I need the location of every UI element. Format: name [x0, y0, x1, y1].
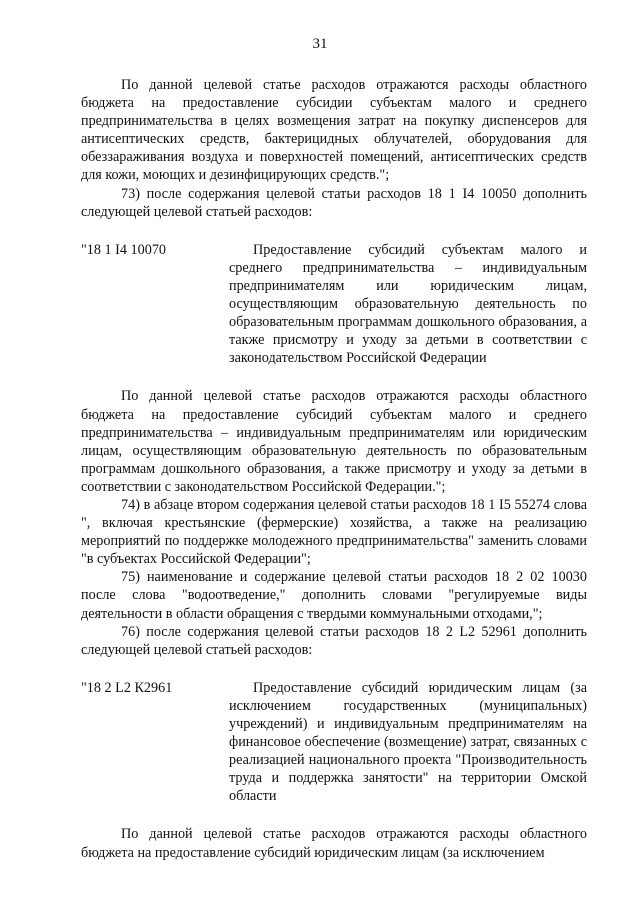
budget-entry-description: Предоставление субсидий субъектам малого и среднего предпринимательства – индивидуальным предпринимателям или юридическим лицам, осуществляющим образовательную деятельность по образовательным программам дошкольного образования, а также присмотру и уходу за детьми в соответствии с законодательством Российской Федерации — [229, 241, 587, 367]
paragraph-item-74: 74) в абзаце втором содержания целевой статьи расходов 18 1 I5 55274 слова ", включая крестьянские (фермерские) хозяйства, а также на реализацию мероприятий по поддержке молодежного предпринимательства" заменить словами "в субъектах Российской Федерации"; — [81, 496, 587, 568]
budget-entry-description: Предоставление субсидий юридическим лицам (за исключением государственных (муниципальных) учреждений) и индивидуальным предпринимателям на финансовое обеспечение (возмещение) затрат, связанных с реализацией национального проекта "Производительность труда и поддержка занятости" на территории Омской области — [229, 679, 587, 805]
paragraph-item-76: 76) после содержания целевой статьи расходов 18 2 L2 52961 дополнить следующей целевой статьей расходов: — [81, 623, 587, 658]
budget-entry-code: "18 1 I4 10070 — [81, 241, 167, 258]
paragraph-item-75: 75) наименование и содержание целевой статьи расходов 18 2 02 10030 после слова "водоотведение," дополнить словами "регулируемые виды деятельности в области обращения с твердыми коммунальными отходами,"; — [81, 569, 587, 622]
spacer — [81, 367, 587, 387]
paragraph-item-73: 73) после содержания целевой статьи расходов 18 1 I4 10050 дополнить следующей целевой статьей расходов: — [81, 185, 587, 220]
budget-entry-18-1-i4-10070 — [81, 241, 587, 368]
paragraph-subsidy-legal-entities: По данной целевой статье расходов отражаются расходы областного бюджета на предоставление субсидий юридическим лицам (за исключением — [81, 826, 587, 861]
page-number: 31 — [312, 36, 328, 52]
paragraph-subsidy-preschool: По данной целевой статье расходов отражаются расходы областного бюджета на предоставление субсидий субъектам малого и среднего предпринимательства – индивидуальным предпринимателям или юридическим лицам, осуществляющим образовательную деятельность по образовательным программам дошкольного образования, а также присмотру и уходу за детьми в соответствии с законодательством Российской Федерации."; — [81, 388, 587, 495]
spacer — [81, 221, 587, 241]
spacer — [81, 805, 587, 825]
budget-entry-code: "18 2 L2 К2961 — [81, 679, 173, 696]
document-body — [81, 76, 587, 862]
budget-entry-18-2-l2-k2961 — [81, 679, 587, 806]
spacer — [81, 659, 587, 679]
paragraph-subsidy-disinfection: По данной целевой статье расходов отражаются расходы областного бюджета на предоставление субсидии субъектам малого и среднего предпринимательства в целях возмещения затрат на покупку диспенсеров для антисептических средств, бактерицидных облучателей, оборудования для обеззараживания воздуха и поверхностей помещений, антисептических средств для кожи, моющих и дезинфицирующих средств."; — [81, 77, 587, 184]
